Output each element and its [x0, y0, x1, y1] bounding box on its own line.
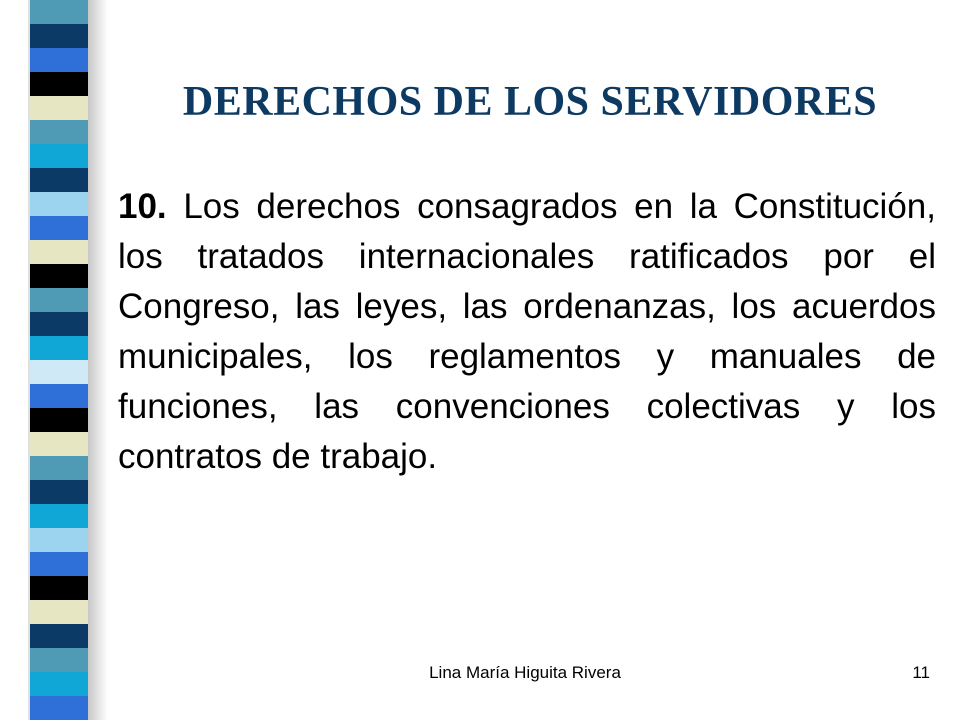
decorative-color-strip [30, 0, 88, 720]
slide-body [118, 182, 936, 482]
article-number: 10. [118, 187, 167, 226]
article-text: Los derechos consagrados en la Constitución, los tratados internacionales ratificados por el Congreso, las leyes, las ordenanzas, los acuerdos municipales, los reglamentos y manuales de funciones, las convenciones colectivas y los contratos de trabajo. [118, 187, 936, 476]
strip-shadow [88, 0, 108, 720]
page-number: 11 [912, 663, 930, 682]
footer-author: Lina María Higuita Rivera [429, 663, 621, 682]
slide-title: DERECHOS DE LOS SERVIDORES [182, 79, 878, 125]
